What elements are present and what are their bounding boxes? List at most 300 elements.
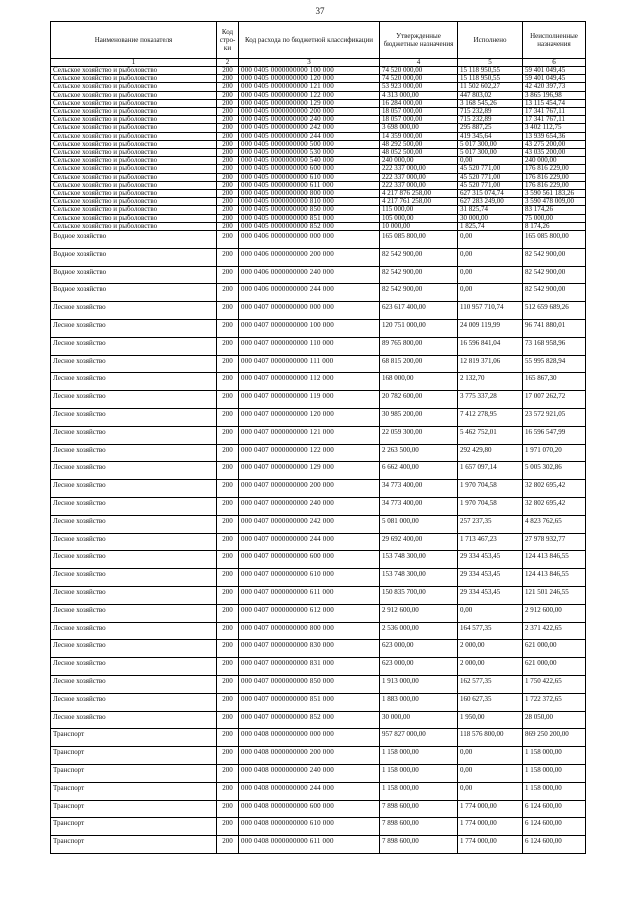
row-approved-cell: 168 000,00 — [380, 373, 458, 391]
row-executed-cell: 0,00 — [458, 231, 523, 249]
row-executed-cell: 0,00 — [458, 782, 523, 800]
row-executed-cell: 715 232,89 — [458, 116, 523, 124]
row-approved-cell: 34 773 400,00 — [380, 480, 458, 498]
row-class-code-cell: 000 0407 0000000000 129 000 — [239, 462, 380, 480]
row-name-cell: Сельское хозяйство и рыболовство — [51, 99, 217, 107]
row-name-cell: Транспорт — [51, 782, 217, 800]
row-executed-cell: 29 334 453,45 — [458, 551, 523, 569]
row-executed-cell: 24 009 119,99 — [458, 320, 523, 338]
table-row — [51, 658, 586, 676]
row-line-code-cell: 200 — [217, 587, 239, 605]
table-row — [51, 116, 586, 124]
table-row — [51, 173, 586, 181]
row-executed-cell: 2 132,70 — [458, 373, 523, 391]
row-name-cell: Сельское хозяйство и рыболовство — [51, 149, 217, 157]
page-number: 37 — [315, 6, 325, 16]
row-line-code-cell: 200 — [217, 132, 239, 140]
row-line-code-cell: 200 — [217, 140, 239, 148]
row-name-cell: Лесное хозяйство — [51, 533, 217, 551]
row-approved-cell: 105 000,00 — [380, 214, 458, 222]
row-executed-cell: 0,00 — [458, 266, 523, 284]
row-executed-cell: 29 334 453,45 — [458, 587, 523, 605]
row-approved-cell: 30 985 200,00 — [380, 409, 458, 427]
row-name-cell: Лесное хозяйство — [51, 373, 217, 391]
row-approved-cell: 1 158 000,00 — [380, 782, 458, 800]
row-unexecuted-cell: 3 402 112,75 — [523, 124, 586, 132]
row-line-code-cell: 200 — [217, 75, 239, 83]
header-unexecuted: Неисполненные назначения — [523, 22, 586, 59]
table-row — [51, 640, 586, 658]
row-executed-cell: 15 118 950,55 — [458, 75, 523, 83]
row-approved-cell: 222 337 000,00 — [380, 181, 458, 189]
table-row — [51, 320, 586, 338]
row-line-code-cell: 200 — [217, 266, 239, 284]
row-name-cell: Сельское хозяйство и рыболовство — [51, 157, 217, 165]
row-executed-cell: 627 315 074,74 — [458, 190, 523, 198]
row-name-cell: Лесное хозяйство — [51, 302, 217, 320]
row-class-code-cell: 000 0407 0000000000 240 000 — [239, 498, 380, 516]
row-executed-cell: 15 118 950,55 — [458, 67, 523, 75]
row-class-code-cell: 000 0407 0000000000 831 000 — [239, 658, 380, 676]
row-executed-cell: 257 237,35 — [458, 515, 523, 533]
row-unexecuted-cell: 16 596 547,99 — [523, 426, 586, 444]
row-name-cell: Лесное хозяйство — [51, 658, 217, 676]
row-unexecuted-cell: 27 978 932,77 — [523, 533, 586, 551]
table-row — [51, 231, 586, 249]
row-approved-cell: 165 085 800,00 — [380, 231, 458, 249]
row-approved-cell: 153 748 300,00 — [380, 551, 458, 569]
row-unexecuted-cell: 96 741 880,01 — [523, 320, 586, 338]
row-class-code-cell: 000 0407 0000000000 610 000 — [239, 569, 380, 587]
row-executed-cell: 16 596 841,04 — [458, 337, 523, 355]
row-unexecuted-cell: 83 174,26 — [523, 206, 586, 214]
row-unexecuted-cell: 82 542 900,00 — [523, 248, 586, 266]
row-unexecuted-cell: 512 659 689,26 — [523, 302, 586, 320]
row-name-cell: Транспорт — [51, 818, 217, 836]
row-line-code-cell: 200 — [217, 173, 239, 181]
row-name-cell: Транспорт — [51, 800, 217, 818]
col-number: 3 — [239, 59, 380, 67]
row-name-cell: Сельское хозяйство и рыболовство — [51, 116, 217, 124]
row-class-code-cell: 000 0407 0000000000 612 000 — [239, 604, 380, 622]
row-approved-cell: 48 292 500,00 — [380, 140, 458, 148]
row-executed-cell: 715 232,89 — [458, 108, 523, 116]
row-executed-cell: 7 412 278,95 — [458, 409, 523, 427]
table-row — [51, 206, 586, 214]
row-unexecuted-cell: 6 124 600,00 — [523, 818, 586, 836]
row-line-code-cell: 200 — [217, 355, 239, 373]
row-approved-cell: 2 536 000,00 — [380, 622, 458, 640]
row-line-code-cell: 200 — [217, 149, 239, 157]
row-executed-cell: 1 657 097,14 — [458, 462, 523, 480]
row-unexecuted-cell: 3 865 196,98 — [523, 91, 586, 99]
row-unexecuted-cell: 1 971 070,20 — [523, 444, 586, 462]
row-class-code-cell: 000 0407 0000000000 121 000 — [239, 426, 380, 444]
row-line-code-cell: 200 — [217, 747, 239, 765]
table-row — [51, 587, 586, 605]
row-line-code-cell: 200 — [217, 83, 239, 91]
row-name-cell: Лесное хозяйство — [51, 426, 217, 444]
row-class-code-cell: 000 0406 0000000000 200 000 — [239, 248, 380, 266]
row-executed-cell: 1 970 704,58 — [458, 498, 523, 516]
row-unexecuted-cell: 6 124 600,00 — [523, 800, 586, 818]
row-unexecuted-cell: 13 939 654,36 — [523, 132, 586, 140]
row-class-code-cell: 000 0407 0000000000 111 000 — [239, 355, 380, 373]
row-line-code-cell: 200 — [217, 764, 239, 782]
row-approved-cell: 18 057 000,00 — [380, 116, 458, 124]
row-line-code-cell: 200 — [217, 693, 239, 711]
row-name-cell: Транспорт — [51, 747, 217, 765]
row-approved-cell: 120 751 000,00 — [380, 320, 458, 338]
row-name-cell: Сельское хозяйство и рыболовство — [51, 140, 217, 148]
row-class-code-cell: 000 0408 0000000000 240 000 — [239, 764, 380, 782]
row-approved-cell: 7 898 600,00 — [380, 836, 458, 854]
row-unexecuted-cell: 176 816 229,00 — [523, 165, 586, 173]
row-name-cell: Сельское хозяйство и рыболовство — [51, 198, 217, 206]
row-executed-cell: 31 825,74 — [458, 206, 523, 214]
row-unexecuted-cell: 82 542 900,00 — [523, 284, 586, 302]
row-name-cell: Лесное хозяйство — [51, 462, 217, 480]
row-executed-cell: 0,00 — [458, 248, 523, 266]
row-executed-cell: 164 577,35 — [458, 622, 523, 640]
row-unexecuted-cell: 42 420 397,73 — [523, 83, 586, 91]
row-executed-cell: 5 017 300,00 — [458, 149, 523, 157]
table-row — [51, 782, 586, 800]
row-name-cell: Лесное хозяйство — [51, 551, 217, 569]
row-approved-cell: 1 913 000,00 — [380, 675, 458, 693]
table-row — [51, 222, 586, 230]
row-name-cell: Лесное хозяйство — [51, 587, 217, 605]
row-approved-cell: 20 782 600,00 — [380, 391, 458, 409]
row-approved-cell: 623 617 400,00 — [380, 302, 458, 320]
row-unexecuted-cell: 17 341 767,11 — [523, 108, 586, 116]
row-name-cell: Лесное хозяйство — [51, 622, 217, 640]
row-line-code-cell: 200 — [217, 462, 239, 480]
row-class-code-cell: 000 0405 0000000000 500 000 — [239, 140, 380, 148]
row-executed-cell: 45 520 771,00 — [458, 181, 523, 189]
row-class-code-cell: 000 0407 0000000000 850 000 — [239, 675, 380, 693]
row-approved-cell: 222 337 000,00 — [380, 173, 458, 181]
row-unexecuted-cell: 1 750 422,65 — [523, 675, 586, 693]
row-line-code-cell: 200 — [217, 67, 239, 75]
row-name-cell: Сельское хозяйство и рыболовство — [51, 206, 217, 214]
row-executed-cell: 0,00 — [458, 157, 523, 165]
row-line-code-cell: 200 — [217, 391, 239, 409]
row-line-code-cell: 200 — [217, 302, 239, 320]
row-class-code-cell: 000 0407 0000000000 110 000 — [239, 337, 380, 355]
table-row — [51, 800, 586, 818]
row-unexecuted-cell: 59 401 049,45 — [523, 75, 586, 83]
row-name-cell: Водное хозяйство — [51, 284, 217, 302]
table-row — [51, 622, 586, 640]
row-class-code-cell: 000 0405 0000000000 242 000 — [239, 124, 380, 132]
row-executed-cell: 0,00 — [458, 764, 523, 782]
row-unexecuted-cell: 59 401 049,45 — [523, 67, 586, 75]
table-row — [51, 165, 586, 173]
row-class-code-cell: 000 0407 0000000000 000 000 — [239, 302, 380, 320]
row-executed-cell: 3 168 545,26 — [458, 99, 523, 107]
row-class-code-cell: 000 0408 0000000000 610 000 — [239, 818, 380, 836]
row-unexecuted-cell: 869 250 200,00 — [523, 729, 586, 747]
row-unexecuted-cell: 124 413 846,55 — [523, 551, 586, 569]
row-line-code-cell: 200 — [217, 206, 239, 214]
row-unexecuted-cell: 176 816 229,00 — [523, 181, 586, 189]
row-executed-cell: 3 775 337,28 — [458, 391, 523, 409]
row-line-code-cell: 200 — [217, 337, 239, 355]
row-class-code-cell: 000 0405 0000000000 810 000 — [239, 198, 380, 206]
row-line-code-cell: 200 — [217, 248, 239, 266]
row-class-code-cell: 000 0406 0000000000 240 000 — [239, 266, 380, 284]
row-line-code-cell: 200 — [217, 551, 239, 569]
row-name-cell: Сельское хозяйство и рыболовство — [51, 91, 217, 99]
row-line-code-cell: 200 — [217, 409, 239, 427]
row-line-code-cell: 200 — [217, 91, 239, 99]
row-line-code-cell: 200 — [217, 533, 239, 551]
row-class-code-cell: 000 0405 0000000000 244 000 — [239, 132, 380, 140]
row-approved-cell: 3 698 000,00 — [380, 124, 458, 132]
row-line-code-cell: 200 — [217, 198, 239, 206]
row-executed-cell: 30 000,00 — [458, 214, 523, 222]
row-approved-cell: 82 542 900,00 — [380, 266, 458, 284]
header-class-code: Код расхода по бюджетной классификации — [239, 22, 380, 59]
row-unexecuted-cell: 32 802 695,42 — [523, 498, 586, 516]
row-name-cell: Лесное хозяйство — [51, 355, 217, 373]
row-name-cell: Транспорт — [51, 836, 217, 854]
row-approved-cell: 4 217 876 258,00 — [380, 190, 458, 198]
table-row — [51, 337, 586, 355]
row-name-cell: Сельское хозяйство и рыболовство — [51, 214, 217, 222]
row-name-cell: Водное хозяйство — [51, 266, 217, 284]
row-unexecuted-cell: 176 816 229,00 — [523, 173, 586, 181]
row-approved-cell: 74 520 000,00 — [380, 75, 458, 83]
row-line-code-cell: 200 — [217, 190, 239, 198]
table-row — [51, 373, 586, 391]
row-line-code-cell: 200 — [217, 569, 239, 587]
row-executed-cell: 5 017 300,00 — [458, 140, 523, 148]
row-executed-cell: 419 345,64 — [458, 132, 523, 140]
row-unexecuted-cell: 23 572 921,05 — [523, 409, 586, 427]
row-line-code-cell: 200 — [217, 604, 239, 622]
row-unexecuted-cell: 5 005 302,86 — [523, 462, 586, 480]
row-class-code-cell: 000 0407 0000000000 200 000 — [239, 480, 380, 498]
header-name: Наименование показателя — [51, 22, 217, 59]
row-executed-cell: 1 774 000,00 — [458, 836, 523, 854]
row-unexecuted-cell: 28 050,00 — [523, 711, 586, 729]
row-unexecuted-cell: 73 168 958,96 — [523, 337, 586, 355]
row-line-code-cell: 200 — [217, 675, 239, 693]
table-row — [51, 747, 586, 765]
table-row — [51, 604, 586, 622]
row-approved-cell: 150 835 700,00 — [380, 587, 458, 605]
row-approved-cell: 10 000,00 — [380, 222, 458, 230]
row-line-code-cell: 200 — [217, 284, 239, 302]
row-unexecuted-cell: 43 035 200,00 — [523, 149, 586, 157]
row-executed-cell: 160 627,35 — [458, 693, 523, 711]
header-executed: Исполнено — [458, 22, 523, 59]
row-name-cell: Лесное хозяйство — [51, 569, 217, 587]
row-class-code-cell: 000 0405 0000000000 850 000 — [239, 206, 380, 214]
row-approved-cell: 48 052 500,00 — [380, 149, 458, 157]
row-name-cell: Сельское хозяйство и рыболовство — [51, 181, 217, 189]
row-name-cell: Лесное хозяйство — [51, 675, 217, 693]
row-name-cell: Лесное хозяйство — [51, 480, 217, 498]
row-name-cell: Сельское хозяйство и рыболовство — [51, 75, 217, 83]
row-approved-cell: 1 883 000,00 — [380, 693, 458, 711]
row-approved-cell: 4 313 000,00 — [380, 91, 458, 99]
table-row — [51, 181, 586, 189]
table-row — [51, 132, 586, 140]
row-approved-cell: 74 520 000,00 — [380, 67, 458, 75]
row-class-code-cell: 000 0407 0000000000 100 000 — [239, 320, 380, 338]
row-approved-cell: 115 000,00 — [380, 206, 458, 214]
row-unexecuted-cell: 75 000,00 — [523, 214, 586, 222]
row-name-cell: Лесное хозяйство — [51, 604, 217, 622]
row-class-code-cell: 000 0408 0000000000 244 000 — [239, 782, 380, 800]
row-line-code-cell: 200 — [217, 320, 239, 338]
row-name-cell: Водное хозяйство — [51, 231, 217, 249]
row-name-cell: Сельское хозяйство и рыболовство — [51, 124, 217, 132]
row-class-code-cell: 000 0408 0000000000 000 000 — [239, 729, 380, 747]
table-row — [51, 140, 586, 148]
row-name-cell: Лесное хозяйство — [51, 693, 217, 711]
table-row — [51, 67, 586, 75]
row-executed-cell: 45 520 771,00 — [458, 173, 523, 181]
row-class-code-cell: 000 0407 0000000000 800 000 — [239, 622, 380, 640]
row-approved-cell: 89 765 800,00 — [380, 337, 458, 355]
table-row — [51, 480, 586, 498]
row-unexecuted-cell: 6 124 600,00 — [523, 836, 586, 854]
row-name-cell: Лесное хозяйство — [51, 515, 217, 533]
row-name-cell: Лесное хозяйство — [51, 391, 217, 409]
row-unexecuted-cell: 13 115 454,74 — [523, 99, 586, 107]
row-executed-cell: 2 000,00 — [458, 640, 523, 658]
column-number-row — [51, 59, 586, 67]
row-approved-cell: 7 898 600,00 — [380, 800, 458, 818]
row-executed-cell: 295 887,25 — [458, 124, 523, 132]
row-approved-cell: 222 337 000,00 — [380, 165, 458, 173]
row-executed-cell: 29 334 453,45 — [458, 569, 523, 587]
row-line-code-cell: 200 — [217, 222, 239, 230]
row-unexecuted-cell: 4 823 762,65 — [523, 515, 586, 533]
row-line-code-cell: 200 — [217, 373, 239, 391]
row-unexecuted-cell: 165 867,30 — [523, 373, 586, 391]
row-approved-cell: 957 827 000,00 — [380, 729, 458, 747]
row-name-cell: Сельское хозяйство и рыболовство — [51, 190, 217, 198]
table-row — [51, 711, 586, 729]
table-row — [51, 190, 586, 198]
table-row — [51, 302, 586, 320]
row-executed-cell: 1 774 000,00 — [458, 818, 523, 836]
row-line-code-cell: 200 — [217, 498, 239, 516]
table-row — [51, 675, 586, 693]
row-name-cell: Сельское хозяйство и рыболовство — [51, 222, 217, 230]
col-number: 1 — [51, 59, 217, 67]
row-approved-cell: 4 217 761 258,00 — [380, 198, 458, 206]
row-class-code-cell: 000 0407 0000000000 851 000 — [239, 693, 380, 711]
row-approved-cell: 30 000,00 — [380, 711, 458, 729]
row-unexecuted-cell: 3 590 561 183,26 — [523, 190, 586, 198]
table-row — [51, 515, 586, 533]
row-name-cell: Сельское хозяйство и рыболовство — [51, 83, 217, 91]
row-executed-cell: 45 520 771,00 — [458, 165, 523, 173]
col-number: 4 — [380, 59, 458, 67]
table-row — [51, 426, 586, 444]
row-line-code-cell: 200 — [217, 116, 239, 124]
row-name-cell: Лесное хозяйство — [51, 711, 217, 729]
row-unexecuted-cell: 621 000,00 — [523, 640, 586, 658]
row-approved-cell: 6 662 400,00 — [380, 462, 458, 480]
table-row — [51, 533, 586, 551]
row-name-cell: Лесное хозяйство — [51, 409, 217, 427]
row-name-cell: Сельское хозяйство и рыболовство — [51, 173, 217, 181]
table-row — [51, 391, 586, 409]
row-name-cell: Лесное хозяйство — [51, 498, 217, 516]
row-executed-cell: 627 283 249,00 — [458, 198, 523, 206]
row-class-code-cell: 000 0407 0000000000 120 000 — [239, 409, 380, 427]
row-executed-cell: 0,00 — [458, 604, 523, 622]
table-row — [51, 75, 586, 83]
row-name-cell: Водное хозяйство — [51, 248, 217, 266]
table-row — [51, 764, 586, 782]
budget-execution-table — [50, 21, 586, 854]
row-line-code-cell: 200 — [217, 214, 239, 222]
row-executed-cell: 1 713 467,23 — [458, 533, 523, 551]
header-line-code: Код стро-ки — [217, 22, 239, 59]
row-line-code-cell: 200 — [217, 711, 239, 729]
row-unexecuted-cell: 55 995 828,94 — [523, 355, 586, 373]
row-name-cell: Сельское хозяйство и рыболовство — [51, 108, 217, 116]
row-approved-cell: 1 158 000,00 — [380, 747, 458, 765]
row-unexecuted-cell: 17 341 767,11 — [523, 116, 586, 124]
row-executed-cell: 1 950,00 — [458, 711, 523, 729]
row-line-code-cell: 200 — [217, 157, 239, 165]
table-row — [51, 818, 586, 836]
header-approved: Утвержденные бюджетные назначения — [380, 22, 458, 59]
row-unexecuted-cell: 1 722 372,65 — [523, 693, 586, 711]
row-line-code-cell: 200 — [217, 836, 239, 854]
row-line-code-cell: 200 — [217, 800, 239, 818]
row-unexecuted-cell: 121 501 246,55 — [523, 587, 586, 605]
row-executed-cell: 110 957 710,74 — [458, 302, 523, 320]
row-approved-cell: 82 542 900,00 — [380, 248, 458, 266]
table-row — [51, 836, 586, 854]
row-line-code-cell: 200 — [217, 124, 239, 132]
table-row — [51, 91, 586, 99]
row-unexecuted-cell: 1 158 000,00 — [523, 764, 586, 782]
row-unexecuted-cell: 1 158 000,00 — [523, 782, 586, 800]
row-name-cell: Транспорт — [51, 764, 217, 782]
row-approved-cell: 14 359 000,00 — [380, 132, 458, 140]
header-row — [51, 22, 586, 59]
row-name-cell: Транспорт — [51, 729, 217, 747]
row-line-code-cell: 200 — [217, 444, 239, 462]
row-line-code-cell: 200 — [217, 108, 239, 116]
row-class-code-cell: 000 0405 0000000000 129 000 — [239, 99, 380, 107]
row-line-code-cell: 200 — [217, 231, 239, 249]
row-executed-cell: 0,00 — [458, 284, 523, 302]
row-class-code-cell: 000 0407 0000000000 122 000 — [239, 444, 380, 462]
row-name-cell: Лесное хозяйство — [51, 640, 217, 658]
row-name-cell: Сельское хозяйство и рыболовство — [51, 165, 217, 173]
row-class-code-cell: 000 0405 0000000000 120 000 — [239, 75, 380, 83]
row-line-code-cell: 200 — [217, 622, 239, 640]
row-class-code-cell: 000 0406 0000000000 244 000 — [239, 284, 380, 302]
row-class-code-cell: 000 0405 0000000000 851 000 — [239, 214, 380, 222]
row-unexecuted-cell: 165 085 800,00 — [523, 231, 586, 249]
row-approved-cell: 16 284 000,00 — [380, 99, 458, 107]
row-approved-cell: 623 000,00 — [380, 658, 458, 676]
table-row — [51, 99, 586, 107]
